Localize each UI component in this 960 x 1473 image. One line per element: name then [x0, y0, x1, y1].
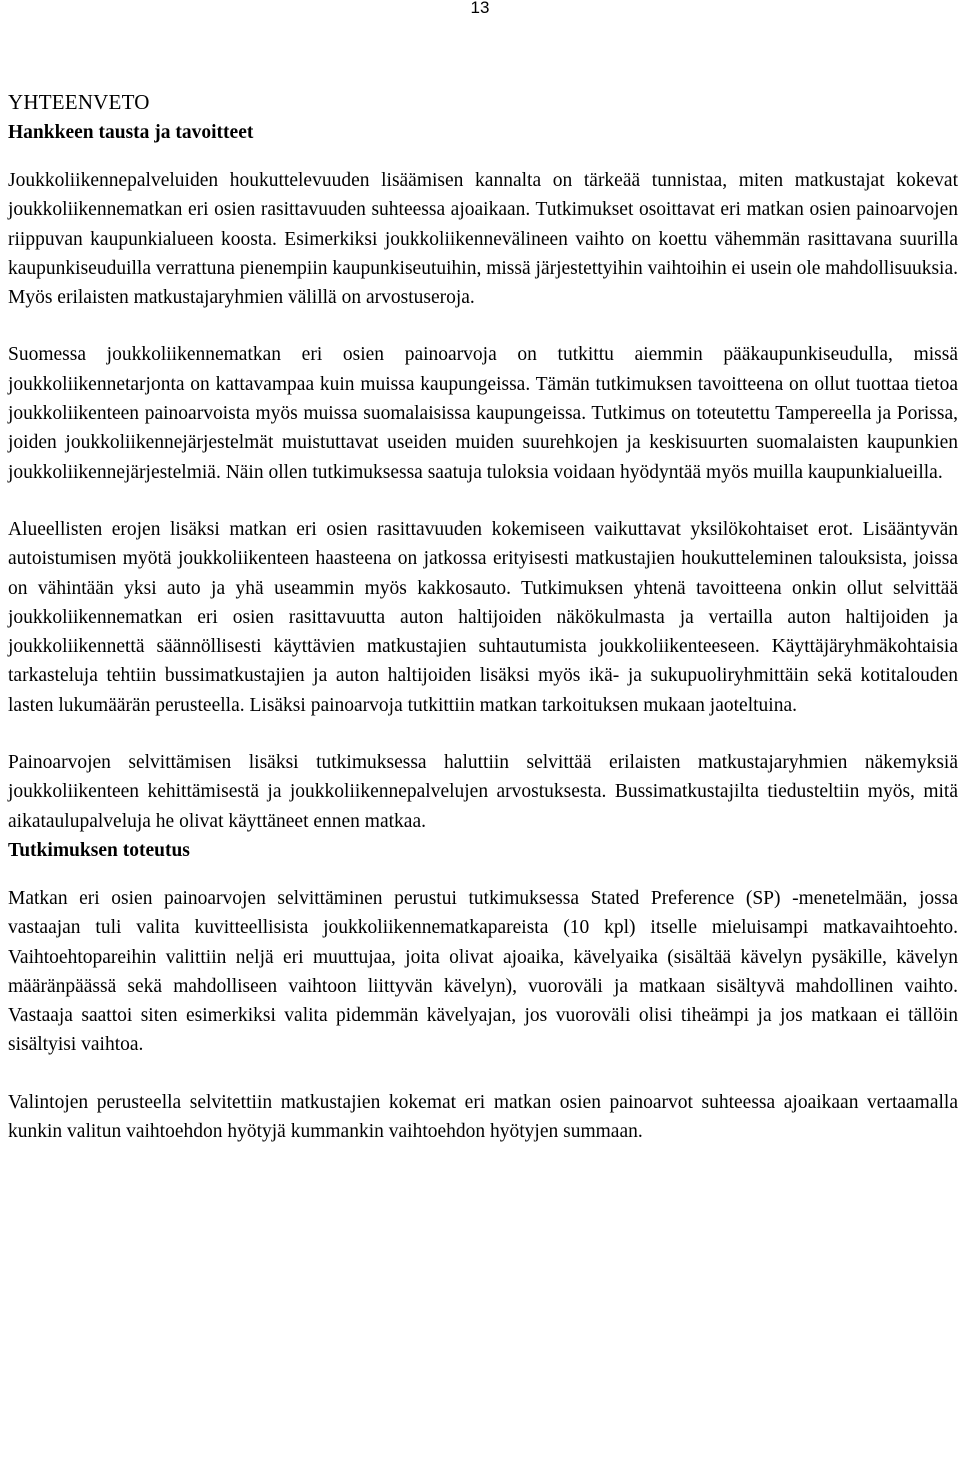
paragraph: Alueellisten erojen lisäksi matkan eri osien rasittavuuden kokemiseen vaikuttavat yksilökohtaiset erot. Lisääntyvän autoistumisen myötä joukkoliikenteen haasteena on jatkossa erityisesti matkustajien houkutteleminen talouksista, joissa on vähintään yksi auto ja yhä useammin myös kakkosauto. Tutkimuksen yhtenä tavoitteena onkin ollut selvittää joukkoliikennematkan eri osien rasittavuutta auton haltijoiden näkökulmasta ja vertailla auton haltijoiden ja joukkoliikennettä säännöllisesti käyttävien matkustajien suhtautumista joukkoliikenteeseen. Käyttäjäryhmäkohtaisia tarkasteluja tehtiin bussimatkustajien ja auton haltijoiden lisäksi myös ikä- ja sukupuoliryhmittäin sekä kotitalouden lasten lukumäärän perusteella. Lisäksi painoarvoja tutkittiin matkan tarkoituksen mukaan jaoteltuina. [8, 518, 958, 716]
section-heading-background: Hankkeen tausta ja tavoitteet [8, 122, 254, 143]
paragraph: Suomessa joukkoliikennematkan eri osien painoarvoja on tutkittu aiemmin pääkaupunkiseudulla, missä joukkoliikennetarjonta on kattavampaa kuin muissa kaupungeissa. Tämän tutkimuksen tavoitteena on ollut tuottaa tietoa joukkoliikenteen painoarvoista myös muissa suomalaisissa kaupungeissa. Tutkimus on toteutettu Tampereella ja Porissa, joiden joukkoliikennejärjestelmät muistuttavat useiden muiden suurehkojen ja keskisuurten suomalaisten kaupunkien joukkoliikennejärjestelmiä. Näin ollen tutkimuksessa saatuja tuloksia voidaan hyödyntää myös muilla kaupunkialueilla. [8, 344, 958, 483]
page-number: 13 [470, 0, 490, 17]
paragraph: Painoarvojen selvittämisen lisäksi tutkimuksessa haluttiin selvittää erilaisten matkustajaryhmien näkemyksiä joukkoliikenteen kehittämisestä ja joukkoliikennepalvelujen arvostuksesta. Bussimatkustajilta tiedusteltiin myös, mitä aikataulupalveluja he olivat käyttäneet ennen matkaa. [8, 752, 958, 832]
document-title: YHTEENVETO [8, 90, 150, 114]
paragraph: Joukkoliikennepalveluiden houkuttelevuuden lisäämisen kannalta on tärkeää tunnistaa, miten matkustajat kokevat joukkoliikennematkan eri osien rasittavuuden suhteessa ajoaikaan. Tutkimukset osoittavat eri matkan osien painoarvojen riippuvan kaupunkialueen koosta. Esimerkiksi joukkoliikennevälineen vaihto on koettu vähemmän rasittavana suurilla kaupunkiseuduilla verrattuna pienempiin kaupunkiseutuihin, missä järjestettyihin vaihtoihin ei usein ole mahdollisuuksia. Myös erilaisten matkustajaryhmien välillä on arvostuseroja. [8, 170, 958, 309]
section-heading-implementation: Tutkimuksen toteutus [8, 839, 190, 861]
document-body [8, 86, 958, 1146]
paragraph: Valintojen perusteella selvitettiin matkustajien kokemat eri matkan osien painoarvot suhteessa ajoaikaan vertaamalla kunkin valitun vaihtoehdon hyötyjä kummankin vaihtoehdon hyötyjen summaan. [8, 1091, 958, 1143]
paragraph: Matkan eri osien painoarvojen selvittäminen perustui tutkimuksessa Stated Preference (SP) -menetelmään, jossa vastaajan tuli valita kuvitteellisista joukkoliikennematkapareista (10 kpl) itselle mieluisampi matkavaihtoehto. Vaihtoehtopareihin valittiin neljä eri muuttujaa, joita olivat ajoaika, kävelyaika (sisältää kävelyn pysäkille, kävelyn määränpäässä sekä mahdolliseen vaihtoon liittyvän kävelyn), vuoroväli ja matkaan sisältyvä mahdollinen vaihto. Vastaaja saattoi siten esimerkiksi valita pidemmän kävelyajan, jos vuoroväli olisi tiheämpi ja jos matkaan ei tällöin sisältyisi vaihtoa. [8, 887, 958, 1056]
